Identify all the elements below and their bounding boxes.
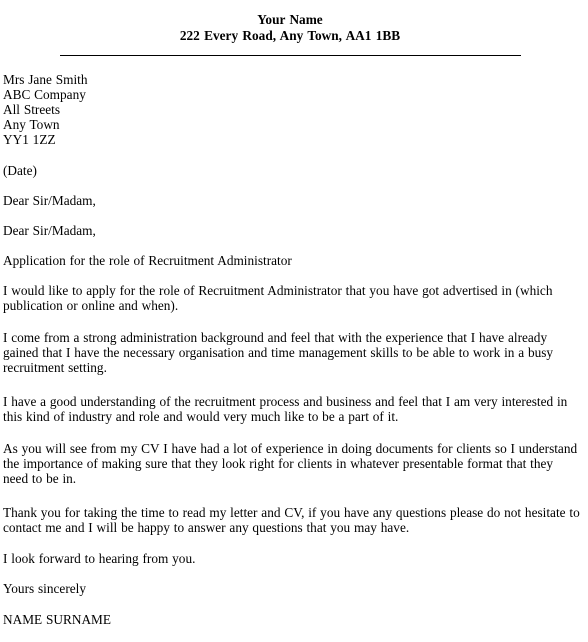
header-divider [60,55,521,56]
paragraph-3 [3,394,581,424]
paragraph-line: I look forward to hearing from you. [3,551,196,566]
salutation-second: Dear Sir/Madam, [3,223,96,238]
paragraph-line: publication or online and when). [3,298,179,313]
paragraph-line: the importance of making sure that they look right for clients in whatever presentable format that they [3,456,554,471]
recipient-town: Any Town [3,117,60,132]
paragraph-1 [3,283,581,313]
recipient-address [3,72,581,147]
sender-name: Your Name [257,12,323,27]
paragraph-line: Thank you for taking the time to read my letter and CV, if you have any questions please do not hesitate to [3,505,580,520]
paragraph-5 [3,505,581,535]
recipient-name: Mrs Jane Smith [3,72,88,87]
paragraph-line: I have a good understanding of the recruitment process and business and feel that I am very interested in [3,394,568,409]
letter-date: (Date) [3,163,37,178]
paragraph-2 [3,330,581,375]
recipient-postcode: YY1 1ZZ [3,132,56,147]
closing: Yours sincerely [3,581,86,596]
paragraph-line: I would like to apply for the role of Recruitment Administrator that you have got advertised in (which [3,283,553,298]
paragraph-line: this kind of industry and role and would very much like to be a part of it. [3,409,399,424]
recipient-company: ABC Company [3,87,86,102]
salutation-first: Dear Sir/Madam, [3,193,96,208]
paragraph-line: I come from a strong administration background and feel that with the experience that I have already [3,330,548,345]
paragraph-6 [3,551,581,566]
signature-name: NAME SURNAME [3,612,111,627]
paragraph-line: gained that I have the necessary organisation and time management skills to be able to work in a busy [3,345,554,360]
sender-address: 222 Every Road, Any Town, AA1 1BB [179,28,401,43]
paragraph-4 [3,441,581,486]
paragraph-line: contact me and I will be happy to answer any questions that you may have. [3,520,410,535]
sender-header [0,12,580,44]
paragraph-line: As you will see from my CV I have had a lot of experience in doing documents for clients so I understand [3,441,578,456]
paragraph-line: recruitment setting. [3,360,107,375]
recipient-street: All Streets [3,102,61,117]
paragraph-line: need to be in. [3,471,77,486]
subject-line: Application for the role of Recruitment Administrator [3,253,292,268]
